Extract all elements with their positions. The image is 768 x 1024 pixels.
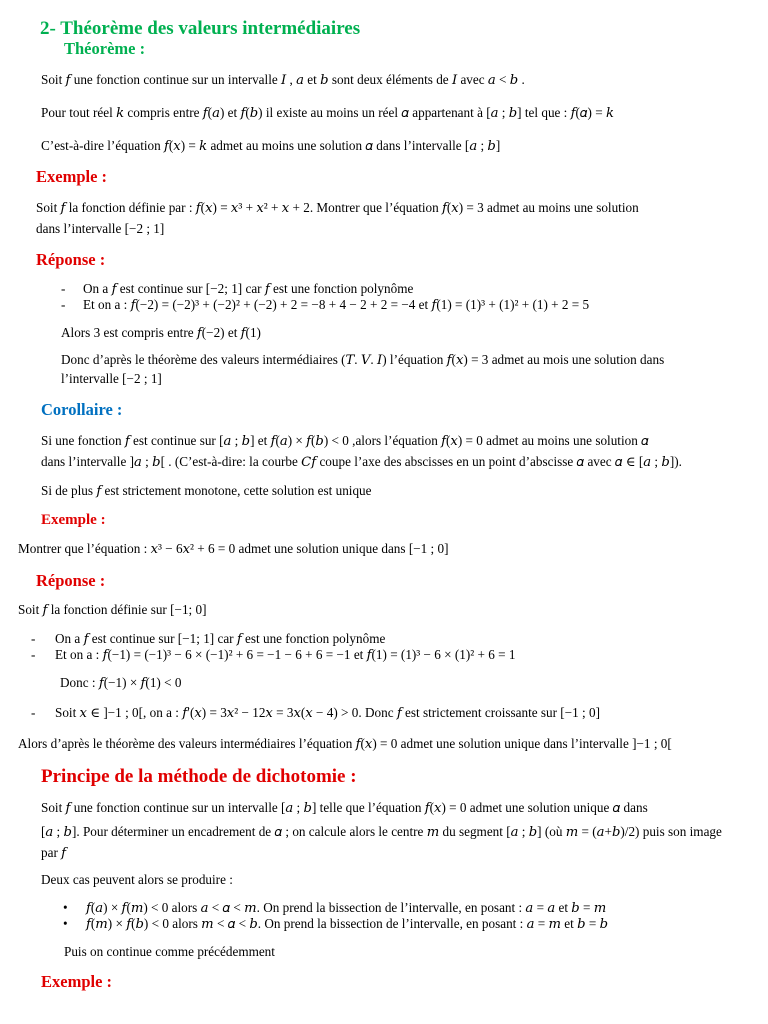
bullet-dash: -	[61, 297, 66, 312]
dichotomie-puis: Puis on continue comme précédemment	[64, 944, 275, 959]
corollaire-line-1: Si une fonction 𝑓 est continue sur [𝑎 ; 𝑏] et 𝑓(𝑎) × 𝑓(𝑏) < 0 ,alors l’équation 𝑓(𝑥) = 0 admet au moins une solution 𝛼	[41, 433, 649, 448]
reponse1-bullet-2: Et on a : 𝑓(−2) = (−2)³ + (−2)² + (−2) + 2 = −8 + 4 − 2 + 2 = −4 et 𝑓(1) = (1)³ + (1)² + (1) + 2 = 5	[83, 297, 590, 312]
dichotomie-line-3: par 𝑓	[41, 845, 67, 860]
reponse2-bullet-1: On a 𝑓 est continue sur [−1; 1] car 𝑓 est une fonction polynôme	[55, 631, 386, 646]
theoreme-line-1: Soit 𝑓 une fonction continue sur un intervalle 𝐼 , 𝑎 et 𝑏 sont deux éléments de 𝐼 avec 𝑎 < 𝑏 .	[41, 72, 525, 87]
dichotomie-heading: Principe de la méthode de dichotomie :	[41, 766, 357, 787]
bullet-dash: -	[31, 631, 36, 646]
exemple1-line-2: dans l’intervalle [−2 ; 1]	[36, 221, 165, 236]
theoreme-heading: Théorème :	[64, 39, 146, 58]
reponse1-donc-2: l’intervalle [−2 ; 1]	[61, 371, 162, 386]
bullet-dash: -	[61, 281, 66, 296]
bullet-dot: •	[63, 916, 68, 931]
exemple1-line-1: Soit 𝑓 la fonction définie par : 𝑓(𝑥) = 𝑥³ + 𝑥² + 𝑥 + 2. Montrer que l’équation 𝑓(𝑥) = 3 admet au moins une solution	[36, 200, 639, 215]
dichotomie-line-2: [𝑎 ; 𝑏]. Pour déterminer un encadrement de 𝛼 ; on calcule alors le centre 𝑚 du segment [𝑎 ; 𝑏] (où 𝑚 = (𝑎+𝑏)/2) puis son image	[41, 824, 722, 839]
theoreme-line-3: C’est-à-dire l’équation 𝑓(𝑥) = 𝑘 admet au moins une solution 𝛼 dans l’intervalle [𝑎 ; 𝑏]	[41, 138, 501, 153]
reponse2-conclusion: Alors d’après le théorème des valeurs intermédiaires l’équation 𝑓(𝑥) = 0 admet une solution unique dans l’intervalle ]−1 ; 0[	[18, 736, 672, 751]
exemple1-heading: Exemple :	[36, 167, 108, 186]
corollaire-heading: Corollaire :	[41, 400, 123, 419]
reponse1-donc-1: Donc d’après le théorème des valeurs intermédiaires (𝑇. 𝑉. 𝐼) l’équation 𝑓(𝑥) = 3 admet au mois une solution dans	[61, 352, 665, 367]
bullet-dash: -	[31, 705, 36, 720]
reponse2-donc: Donc : 𝑓(−1) × 𝑓(1) < 0	[60, 675, 182, 690]
dichotomie-deux-cas: Deux cas peuvent alors se produire :	[41, 872, 233, 887]
dichotomie-case-1: 𝑓(𝑎) × 𝑓(𝑚) < 0 alors 𝑎 < 𝛼 < 𝑚. On prend la bissection de l’intervalle, en posant : 𝑎 = 𝑎 et 𝑏 = 𝑚	[86, 900, 607, 915]
reponse2-heading: Réponse :	[36, 571, 106, 590]
reponse2-bullet-3: Soit 𝑥 ∈ ]−1 ; 0[, on a : 𝑓′(𝑥) = 3𝑥² − 12𝑥 = 3𝑥(𝑥 − 4) > 0. Donc 𝑓 est strictement croissante sur [−1 ; 0]	[55, 705, 600, 720]
section-title: 2- Théorème des valeurs intermédiaires	[40, 18, 361, 39]
dichotomie-case-2: 𝑓(𝑚) × 𝑓(𝑏) < 0 alors 𝑚 < 𝛼 < 𝑏. On prend la bissection de l’intervalle, en posant : 𝑎 = 𝑚 et 𝑏 = 𝑏	[86, 916, 609, 931]
exemple3-heading: Exemple :	[41, 972, 113, 991]
dichotomie-line-1: Soit 𝑓 une fonction continue sur un intervalle [𝑎 ; 𝑏] telle que l’équation 𝑓(𝑥) = 0 admet une solution unique 𝛼 dans	[41, 800, 648, 815]
reponse1-heading: Réponse :	[36, 250, 106, 269]
bullet-dot: •	[63, 900, 68, 915]
reponse1-alors: Alors 3 est compris entre 𝑓(−2) et 𝑓(1)	[61, 325, 261, 340]
reponse2-bullet-2: Et on a : 𝑓(−1) = (−1)³ − 6 × (−1)² + 6 = −1 − 6 + 6 = −1 et 𝑓(1) = (1)³ − 6 × (1)² + 6 = 1	[55, 647, 516, 662]
corollaire-line-2: dans l’intervalle ]𝑎 ; 𝑏[ . (C’est-à-dire: la courbe 𝐶𝑓 coupe l’axe des abscisses en un point d’abscisse 𝛼 avec 𝛼 ∈ [𝑎 ; 𝑏]).	[41, 454, 682, 469]
bullet-dash: -	[31, 647, 36, 662]
exemple2-line: Montrer que l’équation : 𝑥³ − 6𝑥² + 6 = 0 admet une solution unique dans [−1 ; 0]	[18, 541, 449, 556]
exemple2-heading: Exemple :	[41, 512, 106, 528]
theoreme-line-2: Pour tout réel 𝑘 compris entre 𝑓(𝑎) et 𝑓(𝑏) il existe au moins un réel 𝛼 appartenant à [𝑎 ; 𝑏] tel que : 𝑓(𝛼) = 𝑘	[41, 105, 614, 120]
corollaire-line-3: Si de plus 𝑓 est strictement monotone, cette solution est unique	[41, 483, 372, 498]
reponse1-bullet-1: On a 𝑓 est continue sur [−2; 1] car 𝑓 est une fonction polynôme	[83, 281, 414, 296]
reponse2-intro: Soit 𝑓 la fonction définie sur [−1; 0]	[18, 602, 207, 617]
